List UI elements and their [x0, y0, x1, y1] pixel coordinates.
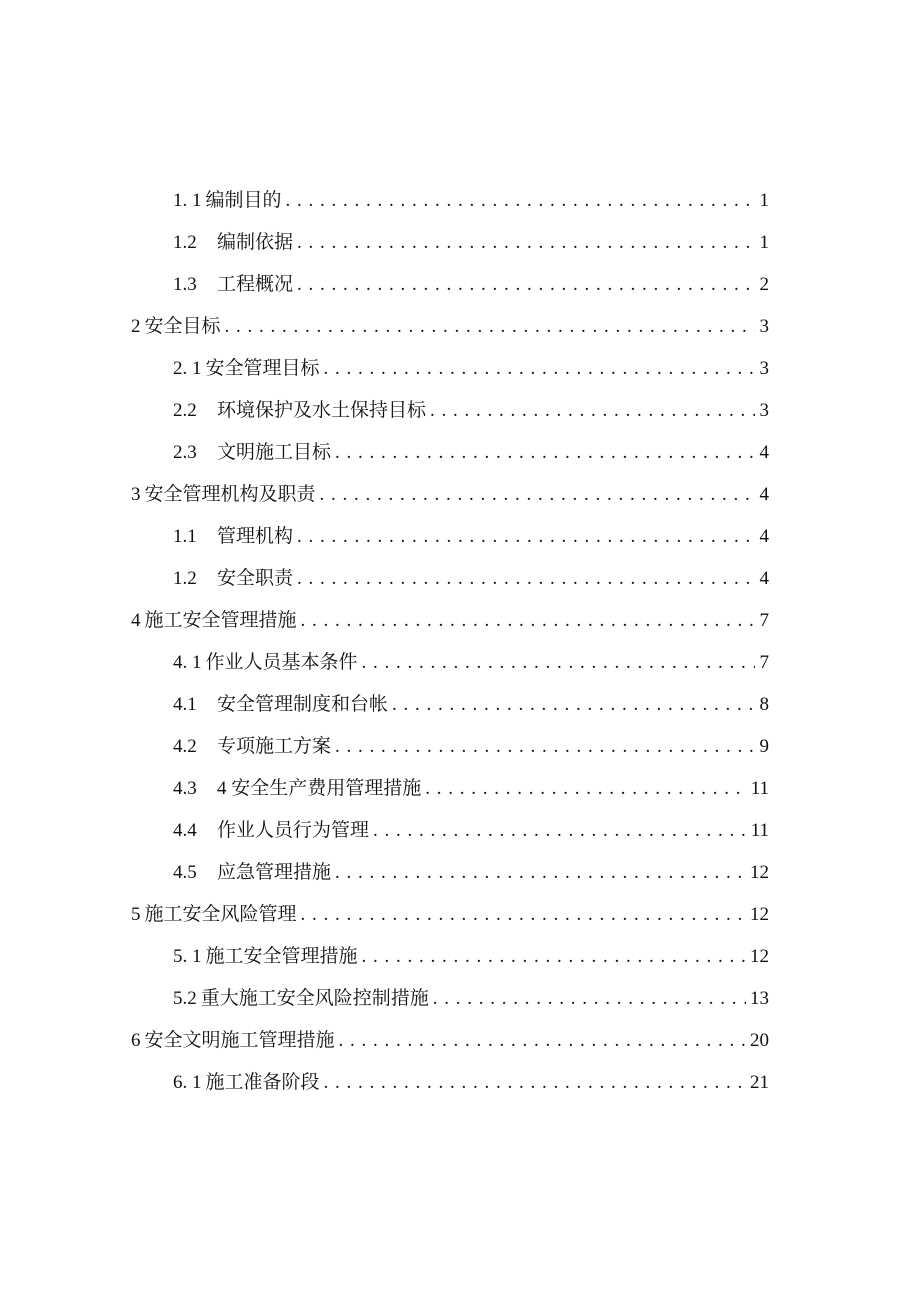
toc-entry-title: 安全文明施工管理措施 [144, 1030, 335, 1051]
toc-entry-number: 4 [131, 610, 141, 631]
toc-entry-title: 安全管理制度和台帐 [217, 694, 389, 715]
toc-page-number: 11 [750, 778, 769, 799]
toc-page-number: 7 [759, 652, 769, 673]
toc-entry-title: 施工准备阶段 [205, 1072, 320, 1093]
toc-entry-number: 1.2 [173, 568, 197, 589]
toc-entry-number: 6. 1 [173, 1072, 202, 1093]
toc-leader-dots [301, 894, 746, 936]
toc-entry[interactable] [173, 516, 769, 558]
toc-entry-title: 安全职责 [217, 568, 294, 589]
toc-entry-number: 5. 1 [173, 946, 202, 967]
toc-entry-number: 2 [131, 316, 141, 337]
toc-page-number: 12 [750, 904, 769, 925]
toc-entry-title: 施工安全管理措施 [205, 946, 358, 967]
toc-entry-title: 专项施工方案 [217, 736, 332, 757]
toc-page-number: 9 [759, 736, 769, 757]
toc-entry-number: 4.4 [173, 820, 197, 841]
toc-page-number: 2 [759, 274, 769, 295]
toc-entry-number: 4.1 [173, 694, 197, 715]
toc-entry[interactable] [173, 180, 769, 222]
toc-entry-number: 2.2 [173, 400, 197, 421]
toc-entry[interactable] [173, 978, 769, 1020]
toc-entry-number: 1.2 [173, 232, 197, 253]
toc-entry[interactable] [173, 726, 769, 768]
toc-leader-dots [297, 222, 755, 264]
toc-page-number: 12 [750, 946, 769, 967]
toc-entry[interactable] [173, 684, 769, 726]
toc-leader-dots [335, 852, 746, 894]
toc-page-number: 7 [759, 610, 769, 631]
toc-entry-title: 管理机构 [217, 526, 294, 547]
toc-entry-title: 安全管理机构及职责 [144, 484, 316, 505]
toc-page-number: 11 [750, 820, 769, 841]
toc-entry-number: 6 [131, 1030, 141, 1051]
toc-leader-dots [324, 1062, 746, 1104]
toc-entry-title: 施工安全管理措施 [144, 610, 297, 631]
toc-entry[interactable] [131, 600, 769, 642]
toc-leader-dots [362, 936, 746, 978]
toc-page-number: 20 [750, 1030, 769, 1051]
toc-page-number: 4 [759, 526, 769, 547]
toc-leader-dots [297, 264, 755, 306]
toc-page-number: 8 [759, 694, 769, 715]
toc-entry[interactable] [173, 1062, 769, 1104]
toc-page-number: 4 [759, 568, 769, 589]
toc-entry-title: 应急管理措施 [217, 862, 332, 883]
toc-leader-dots [425, 768, 746, 810]
toc-entry[interactable] [173, 810, 769, 852]
toc-entry-number: 4.3 [173, 778, 197, 799]
toc-entry[interactable] [131, 306, 769, 348]
toc-leader-dots [324, 348, 755, 390]
toc-page-number: 4 [759, 484, 769, 505]
toc-leader-dots [373, 810, 747, 852]
toc-entry[interactable] [131, 894, 769, 936]
toc-leader-dots [433, 978, 746, 1020]
toc-entry[interactable] [173, 558, 769, 600]
toc-leader-dots [362, 642, 755, 684]
table-of-contents [0, 180, 920, 1104]
toc-leader-dots [335, 432, 755, 474]
toc-page-number: 13 [750, 988, 769, 1009]
toc-entry[interactable] [173, 768, 769, 810]
toc-entry-number: 2.3 [173, 442, 197, 463]
toc-leader-dots [335, 726, 755, 768]
toc-entry-title: 文明施工目标 [217, 442, 332, 463]
toc-page-number: 21 [750, 1072, 769, 1093]
toc-entry-title: 施工安全风险管理 [144, 904, 297, 925]
toc-page-number: 4 [759, 442, 769, 463]
toc-entry-title: 作业人员基本条件 [205, 652, 358, 673]
toc-entry-title: 安全目标 [144, 316, 221, 337]
toc-entry-title: 安全管理目标 [205, 358, 320, 379]
toc-leader-dots [297, 516, 755, 558]
toc-entry[interactable] [131, 1020, 769, 1062]
toc-entry-number: 1.3 [173, 274, 197, 295]
toc-entry-number: 4. 1 [173, 652, 202, 673]
toc-page-number: 3 [759, 400, 769, 421]
toc-entry-number: 2. 1 [173, 358, 202, 379]
toc-leader-dots [286, 180, 755, 222]
toc-entry[interactable] [173, 348, 769, 390]
toc-entry[interactable] [131, 474, 769, 516]
toc-entry-title: 4 安全生产费用管理措施 [217, 778, 422, 799]
toc-entry-number: 3 [131, 484, 141, 505]
toc-entry-title: 编制目的 [205, 190, 282, 211]
toc-entry[interactable] [173, 936, 769, 978]
toc-entry-title: 工程概况 [217, 274, 294, 295]
toc-entry-number: 1.1 [173, 526, 197, 547]
toc-leader-dots [392, 684, 755, 726]
toc-entry[interactable] [173, 852, 769, 894]
toc-entry-number: 5.2 [173, 988, 197, 1009]
toc-entry-number: 5 [131, 904, 141, 925]
toc-leader-dots [301, 600, 755, 642]
toc-page-number: 1 [759, 232, 769, 253]
toc-entry-number: 4.2 [173, 736, 197, 757]
toc-leader-dots [225, 306, 755, 348]
toc-leader-dots [320, 474, 755, 516]
toc-entry-number: 4.5 [173, 862, 197, 883]
toc-entry[interactable] [173, 222, 769, 264]
toc-entry-title: 重大施工安全风险控制措施 [200, 988, 429, 1009]
toc-page-number: 12 [750, 862, 769, 883]
toc-entry-title: 作业人员行为管理 [217, 820, 370, 841]
toc-leader-dots [297, 558, 755, 600]
toc-entry-title: 编制依据 [217, 232, 294, 253]
toc-page-number: 3 [759, 316, 769, 337]
toc-leader-dots [430, 390, 755, 432]
toc-entry-title: 环境保护及水土保持目标 [217, 400, 427, 421]
toc-entry[interactable] [173, 264, 769, 306]
toc-entry[interactable] [173, 642, 769, 684]
toc-entry[interactable] [173, 390, 769, 432]
toc-page-number: 3 [759, 358, 769, 379]
toc-leader-dots [339, 1020, 746, 1062]
toc-entry-number: 1. 1 [173, 190, 202, 211]
toc-entry[interactable] [173, 432, 769, 474]
toc-page-number: 1 [759, 190, 769, 211]
